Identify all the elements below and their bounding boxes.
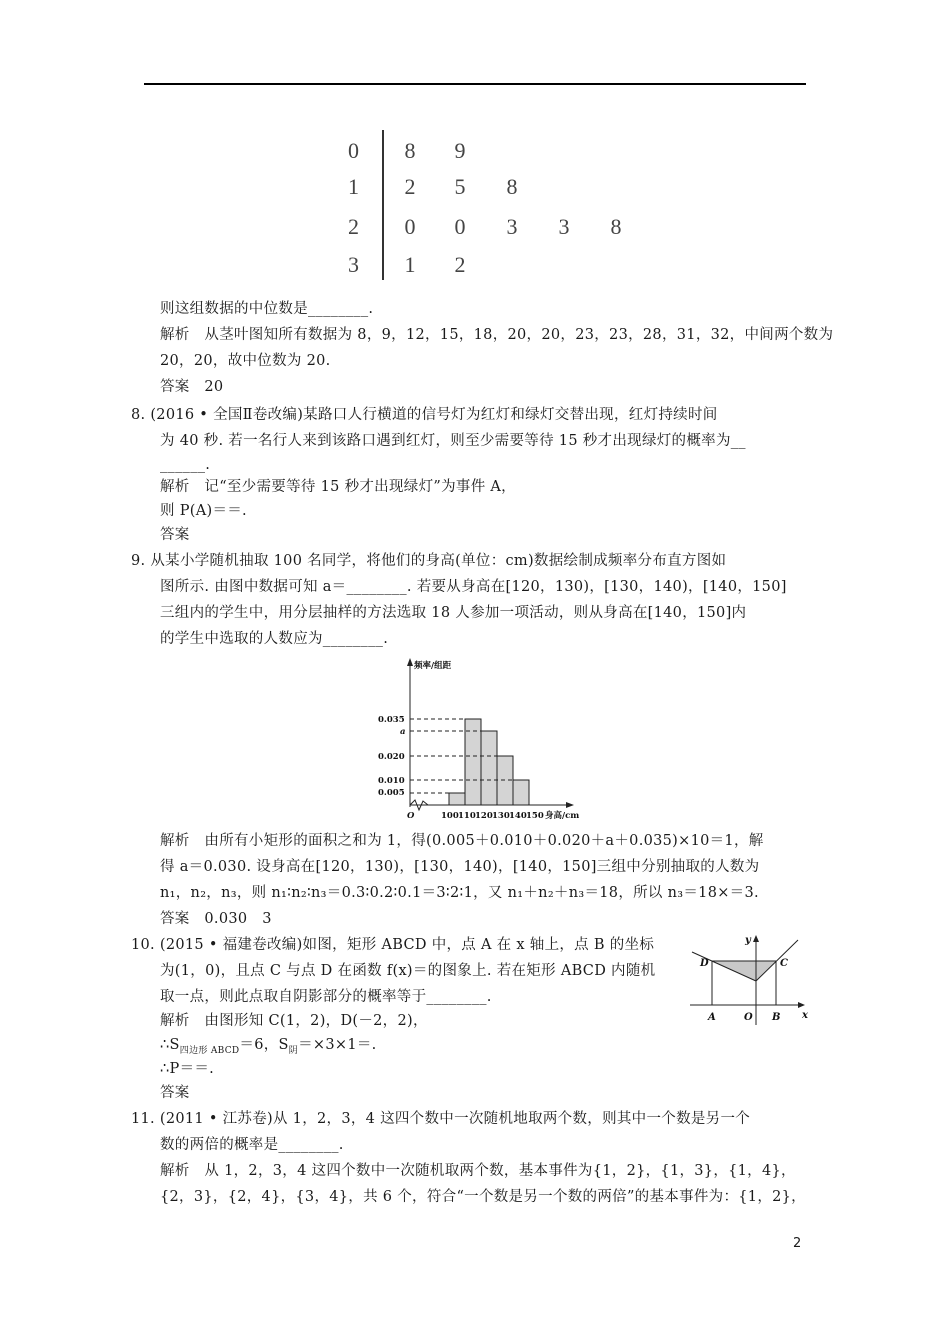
svg-text:O: O: [744, 1012, 753, 1023]
q9-analysis: 得 a＝0.030. 设身高在[120，130)，[130，140)，[140，150]三组中分别抽取的人数为: [160, 859, 760, 875]
q8-answer: 答案: [160, 527, 190, 543]
q9-question: 9. 从某小学随机抽取 100 名同学，将他们的身高(单位：cm)数据绘制成频率分布直方图如: [131, 553, 727, 569]
q10-question: 取一点，则此点取自阴影部分的概率等于________.: [160, 989, 492, 1005]
q9-analysis: n₁，n₂，n₃，则 n₁∶n₂∶n₃＝0.3∶0.2∶0.1＝3∶2∶1，又 n₁＋n₂＋n₃＝18，所以 n₃＝18×＝3.: [160, 885, 759, 901]
leaf: 2: [404, 174, 416, 199]
q8-question: 为 40 秒. 若一名行人来到该路口遇到红灯，则至少需要等待 15 秒才出现绿灯的概率为__: [160, 433, 746, 449]
q11-analysis: {2，3}，{2，4}，{3，4}，共 6 个，符合“一个数是另一个数的两倍”的基本事件为：{1，2}，: [160, 1189, 806, 1205]
q11-question: 11. (2011 • 江苏卷)从 1，2，3，4 这四个数中一次随机地取两个数，则其中一个数是另一个: [131, 1111, 751, 1127]
svg-text:120: 120: [475, 811, 493, 821]
stem: 3: [348, 252, 359, 277]
q11-analysis: 解析 从 1，2，3，4 这四个数中一次随机取两个数，基本事件为{1，2}，{1，3}，{1，4}，: [160, 1163, 796, 1179]
svg-text:0.010: 0.010: [378, 776, 405, 786]
leaf: 8: [610, 214, 622, 239]
svg-text:0.005: 0.005: [378, 788, 405, 798]
q10-analysis: 解析 由图形知 C(1，2)，D(－2，2)，: [160, 1013, 428, 1029]
leaf: 3: [506, 214, 518, 239]
q10-question: 为(1，0)，且点 C 与点 D 在函数 f(x)＝的图象上. 若在矩形 ABCD 内随机: [160, 963, 656, 979]
q8-analysis: 则 P(A)＝＝.: [160, 503, 247, 519]
stem-divider: [382, 130, 384, 280]
stem: 2: [348, 214, 359, 239]
leaf: 0: [454, 214, 466, 239]
q9-question: 的学生中选取的人数应为________.: [160, 631, 389, 647]
svg-text:110: 110: [458, 811, 476, 821]
q10-answer: 答案: [160, 1085, 190, 1101]
svg-text:O: O: [407, 811, 415, 821]
y-axis-label: 频率/组距: [414, 661, 452, 671]
svg-text:0.020: 0.020: [378, 752, 405, 762]
x-axis-label: 身高/cm: [545, 811, 580, 821]
svg-text:C: C: [780, 958, 788, 969]
frequency-histogram: [370, 655, 600, 825]
svg-text:D: D: [700, 958, 709, 969]
svg-text:0.035: 0.035: [378, 715, 405, 725]
q7-analysis: 20，20，故中位数为 20.: [160, 353, 331, 369]
leaf: 5: [454, 174, 466, 199]
leaf: 0: [404, 214, 416, 239]
page-number: 2: [793, 1236, 802, 1251]
svg-text:150: 150: [526, 811, 544, 821]
stem: 1: [348, 174, 359, 199]
header-rule: [144, 83, 806, 85]
q10-question: 10. (2015 • 福建卷改编)如图，矩形 ABCD 中，点 A 在 x 轴上，点 B 的坐标: [131, 937, 655, 953]
q7-question: 则这组数据的中位数是________.: [160, 301, 374, 317]
leaf: 1: [404, 252, 416, 277]
q11-question: 数的两倍的概率是________.: [160, 1137, 344, 1153]
svg-text:100: 100: [441, 811, 459, 821]
q9-question: 三组内的学生中，用分层抽样的方法选取 18 人参加一项活动，则从身高在[140，150]内: [160, 605, 747, 621]
svg-text:x: x: [802, 1010, 808, 1021]
q8-analysis: 解析 记“至少需要等待 15 秒才出现绿灯”为事件 A，: [160, 479, 516, 495]
svg-text:140: 140: [509, 811, 527, 821]
rectangle-abcd-figure: [690, 925, 815, 1030]
q7-answer: 答案 20: [160, 379, 224, 395]
leaf: 8: [506, 174, 518, 199]
q9-question: 图所示. 由图中数据可知 a＝________. 若要从身高在[120，130)，[130，140)，[140，150]: [160, 579, 787, 595]
leaf: 8: [404, 138, 416, 163]
q9-answer: 答案 0.030 3: [160, 911, 272, 927]
q8-question: 8. (2016 • 全国Ⅱ卷改编)某路口人行横道的信号灯为红灯和绿灯交替出现，红灯持续时间: [131, 407, 718, 423]
stem: 0: [348, 138, 359, 163]
q8-question: ______.: [160, 457, 211, 473]
svg-text:y: y: [745, 935, 751, 946]
leaf: 2: [454, 252, 466, 277]
leaf: 9: [454, 138, 466, 163]
q10-analysis: ∴P＝＝.: [160, 1061, 215, 1077]
q10-analysis: $\therefore S_{四边形 ABCD}=6$，$S_阴=\times 3\times 1=$.: [160, 1037, 377, 1056]
stem-leaf-plot: [340, 130, 640, 280]
q7-analysis: 解析 从茎叶图知所有数据为 8，9，12，15，18，20，20，23，23，28，31，32，中间两个数为: [160, 327, 834, 343]
svg-text:130: 130: [492, 811, 510, 821]
leaf: 3: [558, 214, 570, 239]
q9-analysis: 解析 由所有小矩形的面积之和为 1，得(0.005＋0.010＋0.020＋a＋0.035)×10＝1，解: [160, 833, 764, 849]
svg-text:a: a: [400, 727, 406, 737]
svg-text:B: B: [772, 1012, 781, 1023]
svg-text:A: A: [708, 1012, 716, 1023]
